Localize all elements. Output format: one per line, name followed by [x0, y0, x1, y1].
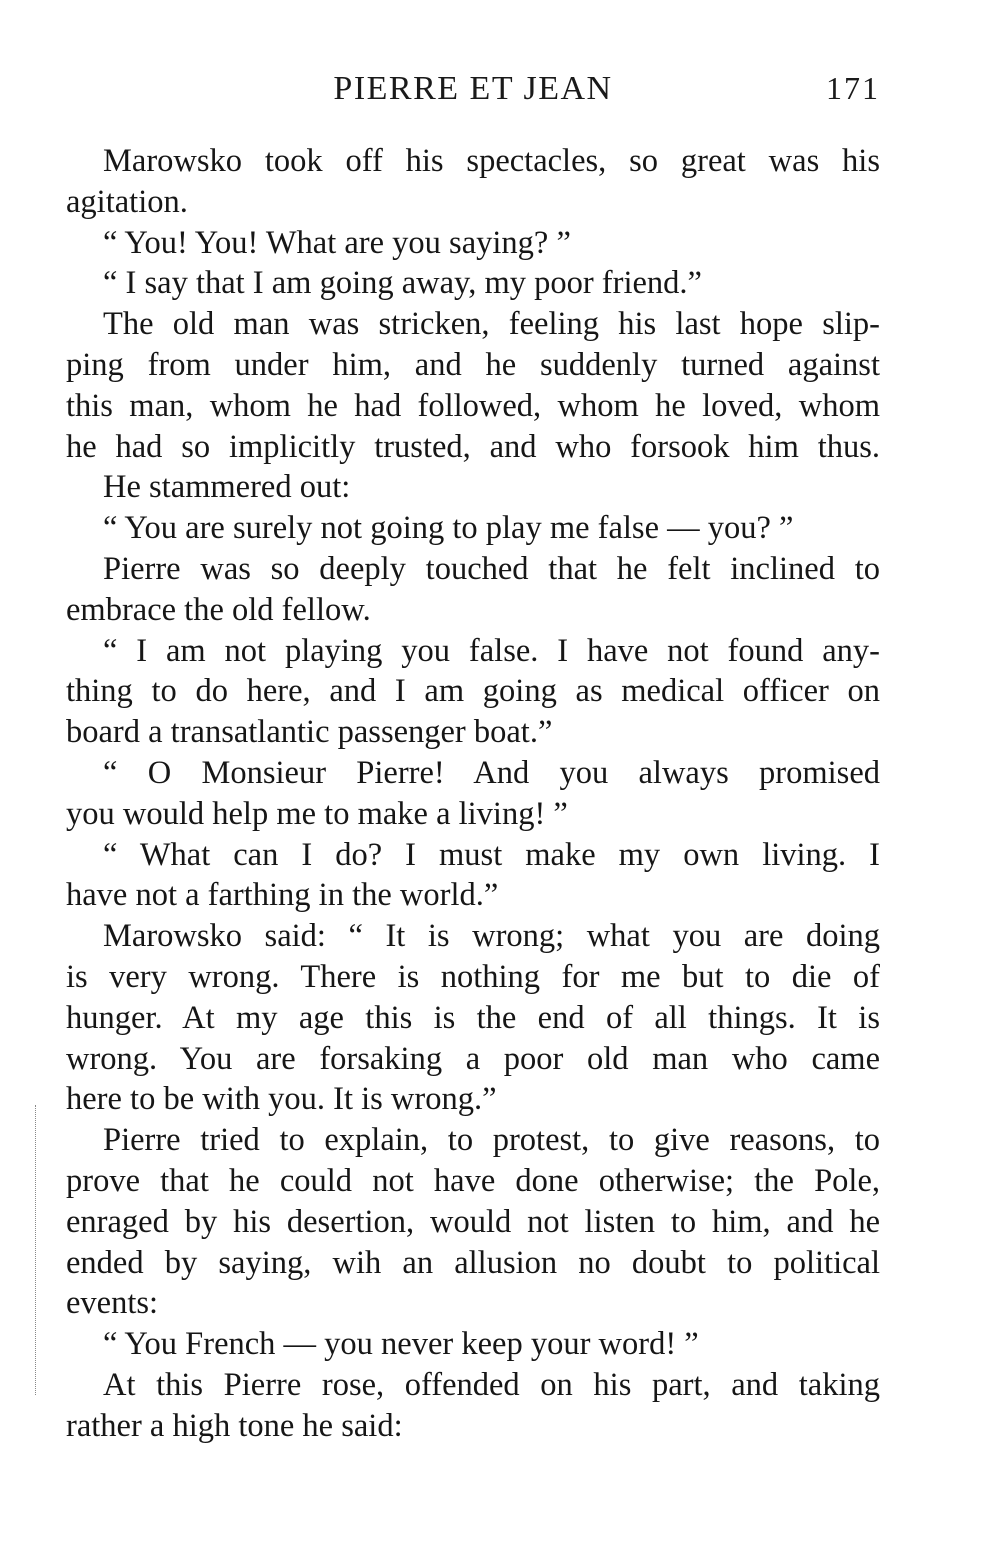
running-title: PIERRE ET JEAN — [333, 70, 613, 107]
text-line: is very wrong. There is nothing for me but to die of — [66, 958, 880, 995]
text-line: you would help me to make a living! ” — [66, 795, 568, 832]
text-line: Marowsko took off his spectacles, so great was his — [103, 143, 880, 179]
text-line: Pierre tried to explain, to protest, to give reasons, to — [103, 1122, 880, 1159]
text-line: wrong. You are forsaking a poor old man who came — [66, 1040, 880, 1077]
text-line: enraged by his desertion, would not listen to him, and he — [66, 1203, 880, 1240]
text-line: have not a farthing in the world.” — [66, 877, 499, 914]
page-number: 171 — [826, 70, 880, 106]
text-line: “ You! You! What are you saying? ” — [103, 224, 571, 261]
text-line: He stammered out: — [103, 469, 351, 506]
body-text — [66, 141, 880, 1447]
text-line: “ O Monsieur Pierre! And you always promised — [103, 754, 880, 791]
page-header — [66, 70, 880, 114]
text-line: rather a high tone he said: — [66, 1407, 403, 1444]
text-line: ended by saying, wih an allusion no doubt to political — [66, 1244, 880, 1281]
text-line: ping from under him, and he suddenly turned against — [66, 346, 880, 383]
text-line: “ You are surely not going to play me false — you? ” — [103, 510, 794, 547]
text-line: agitation. — [66, 183, 188, 220]
text-line: The old man was stricken, feeling his last hope slip- — [103, 306, 880, 343]
text-line: he had so implicitly trusted, and who forsook him thus. — [66, 428, 880, 465]
text-line: board a transatlantic passenger boat.” — [66, 714, 553, 751]
margin-mark — [35, 1105, 36, 1395]
text-line: Marowsko said: “ It is wrong; what you are doing — [103, 918, 880, 955]
text-line: Pierre was so deeply touched that he felt inclined to — [103, 550, 880, 587]
text-line: events: — [66, 1285, 159, 1322]
text-line: “ What can I do? I must make my own living. I — [103, 836, 880, 873]
text-line: At this Pierre rose, offended on his part, and taking — [103, 1366, 880, 1403]
text-line: hunger. At my age this is the end of all things. It is — [66, 999, 880, 1036]
text-line: “ I say that I am going away, my poor friend.” — [103, 265, 702, 302]
text-line: prove that he could not have done otherwise; the Pole, — [66, 1162, 880, 1199]
text-line: thing to do here, and I am going as medical officer on — [66, 673, 880, 710]
text-line: “ I am not playing you false. I have not found any- — [103, 632, 880, 669]
text-line: “ You French — you never keep your word! ” — [103, 1326, 699, 1363]
text-line: embrace the old fellow. — [66, 591, 371, 628]
text-line: here to be with you. It is wrong.” — [66, 1081, 497, 1118]
text-line: this man, whom he had followed, whom he loved, whom — [66, 387, 880, 424]
